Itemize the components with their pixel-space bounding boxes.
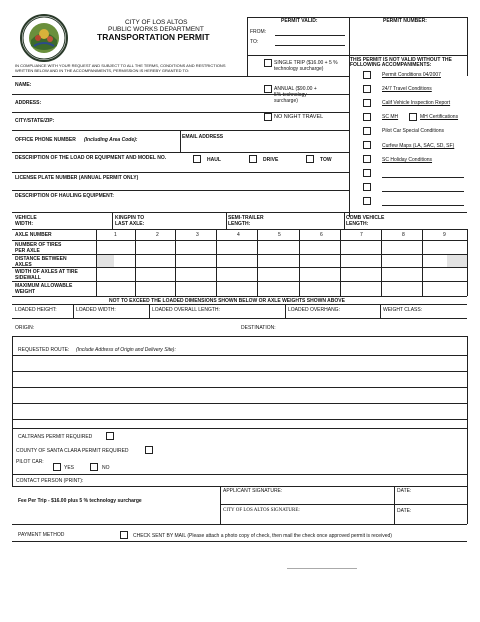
- annual-label: ANNUAL ($90.00 +: [274, 86, 317, 92]
- axle-number-9: 9: [443, 232, 446, 238]
- axle-number-2: 2: [156, 232, 159, 238]
- no-night-travel-label: NO NIGHT TRAVEL: [274, 114, 324, 120]
- phone-note: (Including Area Code):: [84, 137, 138, 143]
- weight-class-label: WEIGHT CLASS:: [383, 307, 423, 313]
- mh-certifications-checkbox[interactable]: [409, 113, 417, 121]
- permit-valid-label: PERMIT VALID:: [281, 18, 318, 24]
- divider: [226, 212, 227, 229]
- fee-text: Fee Per Trip - $16.00 plus 5 % technology surcharge: [18, 498, 142, 504]
- county-checkbox[interactable]: [145, 446, 153, 454]
- route-line[interactable]: [12, 419, 467, 420]
- width-axles-label: WIDTH OF AXLES AT TIRE: [15, 269, 78, 275]
- name-field[interactable]: [12, 94, 349, 95]
- divider: [247, 17, 467, 18]
- address-label: ADDRESS:: [15, 100, 42, 106]
- table-row-line: [12, 240, 467, 241]
- origin-destination-field[interactable]: [12, 336, 467, 337]
- divider: [467, 336, 468, 486]
- payment-method-label: PAYMENT METHOD: [18, 532, 65, 538]
- distance-label-2: AXLES: [15, 262, 32, 268]
- requested-route-note: (Include Address of Origin and Delivery Site):: [76, 347, 176, 353]
- table-col-line: [175, 229, 176, 296]
- city-date-label: DATE:: [397, 508, 412, 514]
- divider: [220, 486, 221, 524]
- divider: [380, 304, 381, 318]
- seal-graphic-icon: [22, 16, 66, 60]
- single-trip-checkbox[interactable]: [264, 59, 272, 67]
- divider: [12, 524, 467, 525]
- pilot-yes-label: YES: [64, 465, 75, 471]
- accompaniment-4: SC MH: [382, 114, 399, 120]
- divider: [12, 541, 467, 542]
- vehicle-width-label: VEHICLE: [15, 215, 37, 221]
- divider: [344, 212, 345, 229]
- department-name: PUBLIC WORKS DEPARTMENT: [108, 26, 204, 33]
- city-seal-logo: [20, 14, 68, 62]
- loaded-width-label: LOADED WIDTH:: [76, 307, 116, 313]
- divider: [467, 17, 468, 76]
- contact-person-field[interactable]: [12, 486, 467, 487]
- city-state-zip-label: CITY/STATE/ZIP:: [15, 118, 55, 124]
- accompaniment-7: SC Holiday Conditions: [382, 157, 433, 163]
- vehicle-width-label-2: WIDTH:: [15, 221, 34, 227]
- tow-label: TOW: [320, 157, 332, 163]
- max-weight-label: MAXIMUM ALLOWABLE: [15, 283, 73, 289]
- check-by-mail-label: CHECK SENT BY MAIL (Please attach a photo copy of check, then mail the check once approved permit is received): [133, 533, 392, 539]
- requested-route-label: REQUESTED ROUTE:: [18, 347, 70, 353]
- faint-line: [287, 568, 357, 569]
- license-plate-field[interactable]: [12, 190, 349, 191]
- accompaniment-checkbox-5[interactable]: [363, 127, 371, 135]
- divider: [112, 212, 113, 229]
- comb-vehicle-label: COMB VEHICLE: [346, 215, 385, 221]
- table-col-line: [299, 229, 300, 296]
- applicant-date-label: DATE:: [397, 488, 412, 494]
- route-line[interactable]: [12, 403, 467, 404]
- haul-checkbox[interactable]: [193, 155, 201, 163]
- comb-vehicle-label-2: LENGTH:: [346, 221, 369, 227]
- county-label: COUNTY OF SANTA CLARA PERMIT REQUIRED: [16, 448, 129, 454]
- name-label: NAME:: [15, 82, 32, 88]
- loaded-overhang-label: LOADED OVERHANG:: [288, 307, 340, 313]
- accompaniment-checkbox-10[interactable]: [363, 197, 371, 205]
- annual-label-3: surcharge): [274, 98, 298, 104]
- axle-number-7: 7: [360, 232, 363, 238]
- table-row-line: [12, 254, 467, 255]
- divider: [349, 55, 467, 56]
- compliance-text: IN COMPLIANCE WITH YOUR REQUEST AND SUBJECT TO ALL THE TERMS, CONDITIONS AND RESTRICTIONS: [15, 63, 226, 68]
- divider: [12, 428, 467, 429]
- tow-checkbox[interactable]: [306, 155, 314, 163]
- email-label: EMAIL ADDRESS: [182, 134, 224, 140]
- axle-number-6: 6: [320, 232, 323, 238]
- blank-accompaniment-line[interactable]: [382, 177, 464, 178]
- applicant-signature-label: APPLICANT SIGNATURE:: [223, 488, 283, 494]
- permit-number-label: PERMIT NUMBER:: [383, 18, 427, 24]
- single-trip-label: SINGLE TRIP ($16.00 + 5 %: [274, 60, 338, 66]
- city-signature-label: CITY OF LOS ALTOS SIGNATURE:: [223, 508, 300, 513]
- city-name: CITY OF LOS ALTOS: [125, 19, 188, 26]
- from-field[interactable]: [275, 35, 345, 36]
- haul-label: HAUL: [207, 157, 221, 163]
- blank-accompaniment-line[interactable]: [382, 205, 464, 206]
- to-label: TO:: [250, 39, 259, 45]
- shaded-cell: [96, 255, 114, 267]
- accompaniment-checkbox-6[interactable]: [363, 141, 371, 149]
- pilot-yes-checkbox[interactable]: [53, 463, 61, 471]
- accompaniments-title-2: FOLLOWING ACCOMPANIMENTS:: [350, 62, 432, 68]
- annual-checkbox[interactable]: [264, 85, 272, 93]
- divider: [12, 304, 467, 305]
- accompaniment-checkbox-2[interactable]: [363, 85, 371, 93]
- table-col-line: [340, 229, 341, 296]
- caltrans-label: CALTRANS PERMIT REQUIRED: [18, 434, 93, 440]
- from-label: FROM:: [250, 29, 267, 35]
- compliance-text-2: WRITTEN BELOW AND IN THE ACCOMPANIMENTS, PERMISSION IS HEREBY GRANTED TO:: [15, 68, 190, 73]
- phone-email-field[interactable]: [12, 152, 349, 153]
- accompaniment-checkbox-7[interactable]: [363, 155, 371, 163]
- divider: [12, 318, 467, 319]
- width-axles-label-2: SIDEWALL: [15, 275, 41, 281]
- accompaniment-checkbox-8[interactable]: [363, 169, 371, 177]
- axle-number-3: 3: [196, 232, 199, 238]
- hauling-equipment-field[interactable]: [12, 212, 467, 213]
- pilot-car-label: PILOT CAR:: [16, 459, 44, 465]
- form-title: TRANSPORTATION PERMIT: [97, 32, 210, 42]
- table-col-line: [96, 229, 97, 296]
- table-row-line: [12, 267, 467, 268]
- axle-number-5: 5: [278, 232, 281, 238]
- phone-label: OFFICE PHONE NUMBER: [15, 137, 76, 143]
- divider: [394, 486, 395, 524]
- applicant-signature-field[interactable]: [220, 504, 467, 505]
- accompaniments-title: THIS PERMIT IS NOT VALID WITHOUT THE: [350, 57, 452, 63]
- divider: [12, 336, 13, 486]
- divider: [12, 229, 467, 230]
- tires-label-2: PER AXLE: [15, 248, 40, 254]
- annual-label-2: 5% technology: [274, 92, 307, 98]
- loaded-height-label: LOADED HEIGHT:: [15, 307, 57, 313]
- axle-number-label: AXLE NUMBER: [15, 232, 52, 238]
- table-row-line: [12, 296, 467, 297]
- accompaniment-checkbox-4[interactable]: [363, 113, 371, 121]
- blank-accompaniment-line[interactable]: [382, 191, 464, 192]
- semi-trailer-label: SEMI-TRAILER: [228, 215, 264, 221]
- table-row-line: [12, 281, 467, 282]
- divider: [247, 17, 248, 76]
- accompaniment-2: 24/7 Travel Conditions: [382, 86, 432, 92]
- caltrans-checkbox[interactable]: [106, 432, 114, 440]
- table-col-line: [216, 229, 217, 296]
- table-col-line: [381, 229, 382, 296]
- mh-certifications-label: MH Certifications: [420, 114, 459, 120]
- load-description-field[interactable]: [12, 172, 349, 173]
- hauling-equipment-label: DESCRIPTION OF HAULING EQUIPMENT:: [15, 193, 114, 199]
- kingpin-label-2: LAST AXLE:: [115, 221, 145, 227]
- accompaniment-1: Permit Conditions 04/2007: [382, 72, 441, 78]
- route-line[interactable]: [12, 387, 467, 388]
- shaded-cell: [447, 255, 467, 267]
- axle-number-4: 4: [237, 232, 240, 238]
- contact-person-label: CONTACT PERSON (PRINT):: [16, 478, 84, 484]
- kingpin-label: KINGPIN TO: [115, 215, 145, 221]
- pilot-no-checkbox[interactable]: [90, 463, 98, 471]
- accompaniment-3: Calif Vehicle Inspection Report: [382, 100, 451, 106]
- check-by-mail-checkbox[interactable]: [120, 531, 128, 539]
- accompaniment-checkbox-9[interactable]: [363, 183, 371, 191]
- drive-checkbox[interactable]: [249, 155, 257, 163]
- license-plate-label: LICENSE PLATE NUMBER (ANNUAL PERMIT ONLY): [15, 175, 139, 181]
- distance-label: DISTANCE BETWEEN: [15, 256, 67, 262]
- accompaniment-6: Curfew Maps (LA, SAC, SD, SF): [382, 143, 455, 149]
- divider: [285, 304, 286, 318]
- table-col-line: [135, 229, 136, 296]
- divider: [73, 304, 74, 318]
- drive-label: DRIVE: [263, 157, 279, 163]
- to-field[interactable]: [275, 45, 345, 46]
- divider: [12, 76, 349, 77]
- accompaniment-checkbox-1[interactable]: [363, 71, 371, 79]
- route-line[interactable]: [12, 371, 467, 372]
- accompaniment-checkbox-3[interactable]: [363, 99, 371, 107]
- table-col-line: [422, 229, 423, 296]
- destination-label: DESTINATION:: [241, 325, 276, 331]
- table-col-line: [467, 229, 468, 296]
- max-weight-label-2: WEIGHT: [15, 289, 35, 295]
- loaded-overall-length-label: LOADED OVERALL LENGTH:: [152, 307, 220, 313]
- accompaniment-5: Pilot Car Special Conditions: [382, 128, 444, 134]
- divider: [467, 486, 468, 524]
- divider: [247, 55, 349, 56]
- route-line[interactable]: [12, 355, 467, 356]
- single-trip-label-2: technology surcharge): [274, 66, 324, 72]
- dimensions-notice: NOT TO EXCEED THE LOADED DIMENSIONS SHOWN BELOW OR AXLE WEIGHTS SHOWN ABOVE: [109, 298, 345, 304]
- table-col-line: [257, 229, 258, 296]
- divider: [12, 474, 467, 475]
- pilot-no-label: NO: [102, 465, 110, 471]
- tires-label: NUMBER OF TIRES: [15, 242, 62, 248]
- no-night-travel-checkbox[interactable]: [264, 113, 272, 121]
- load-description-label: DESCRIPTION OF THE LOAD OR EQUIPMENT AND MODEL NO.: [15, 155, 167, 161]
- axle-number-1: 1: [114, 232, 117, 238]
- divider: [149, 304, 150, 318]
- divider: [349, 17, 350, 217]
- divider: [180, 130, 181, 152]
- axle-number-8: 8: [402, 232, 405, 238]
- address-field[interactable]: [12, 112, 349, 113]
- origin-label: ORIGIN:: [15, 325, 35, 331]
- semi-trailer-label-2: LENGTH:: [228, 221, 251, 227]
